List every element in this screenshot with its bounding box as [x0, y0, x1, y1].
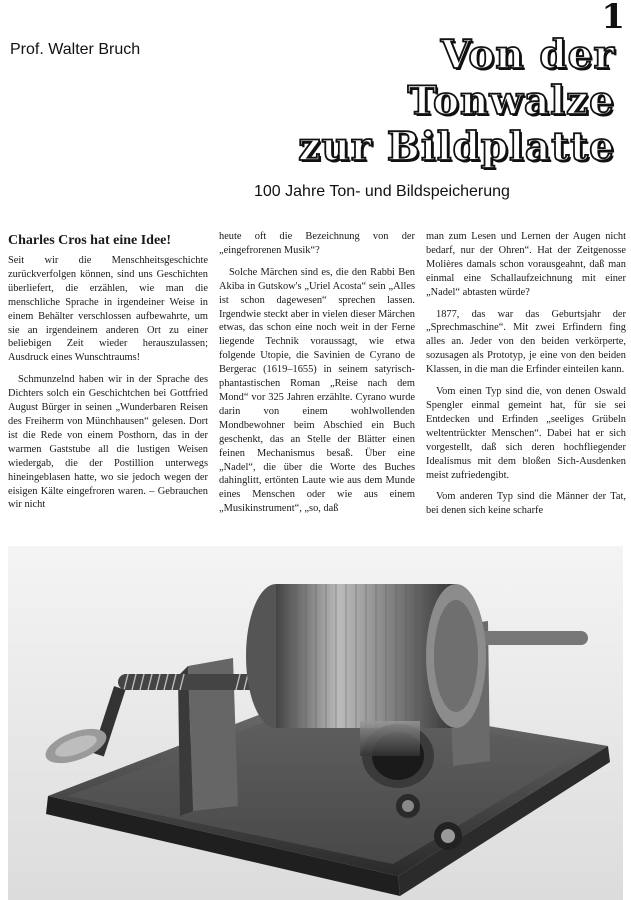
paragraph: Vom anderen Typ sind die Männer der Tat, bei denen sich keine scharfe	[426, 491, 626, 517]
page-number: 1	[601, 0, 625, 37]
paragraph: Vom einen Typ sind die, von denen Oswald Spengler einmal gemeint hat, für sie sei Entdecken und Erfinden „seeliges Grübeln weltentrückter Menschen“. Dabei hat er sich vorgestellt, daß sich deren hochfliegender Idealismus mit dem bloßen Sich-Ausdenken meist zufriedengibt.	[426, 386, 626, 481]
column-2	[219, 230, 415, 524]
subtitle: 100 Jahre Ton- und Bildspeicherung	[254, 183, 510, 200]
author-name: Prof. Walter Bruch	[10, 41, 141, 58]
title-line-3: zur Bildplatte	[298, 124, 615, 170]
paragraph: Solche Märchen sind es, die den Rabbi Ben Akiba in Gutskow's „Uriel Acosta“ sein „Alles ist schon dagewesen“ sprechen lassen. Irgendwie steckt aber in vielen dieser Märchen etwas, das schon eine noch weit in der Ferne liegende Technik voraussagt, wie etwa folgende Utopie, die Savinien de Cyrano de Bergerac (1619–1655) in seinem satyrisch-phantastischen Roman „Reise nach dem Mond“ vor 325 Jahren erzählte. Cyrano wurde darin von einem wohlwollenden Mondbewohner beim Abschied ein Buch geschenkt, das an Stelle der Blätter einen feinen Mechanismus besaß. Über eine „Nadel“, die über die Worte des Buches dahinglitt, ertönten Laute wie aus dem Munde eines Menschen oder wie aus einem „Musikinstrument“, „so, daß	[219, 266, 415, 515]
column-3	[426, 230, 626, 526]
paragraph: Seit wir die Menschheitsgeschichte zurückverfolgen können, sind uns Geschichten überliefert, die erzählen, wie man die menschliche Sprache in irgendeiner Weise in einem Behälter verschlossen aufbewahrte, um sie an irgendeinem anderen Ort zu einer beliebigen Zeit wieder herauszulassen; Ausdruck eines Wunschtraums!	[8, 255, 208, 364]
title-line-2: Tonwalze	[407, 78, 615, 124]
title-line-1: Von der	[440, 32, 615, 78]
phonograph-illustration	[8, 546, 623, 900]
paragraph: heute oft die Bezeichnung von der „eingefrorenen Musik“?	[219, 231, 415, 256]
paragraph: 1877, das war das Geburtsjahr der „Sprechmaschine“. Mit zwei Erfindern fing alles an. Jeder von den beiden verkörperte, sozusagen als Prototyp, je eine von den beiden Klassen, in die man die Erfinder einteilen kann.	[426, 308, 626, 376]
paragraph: Schmunzelnd haben wir in der Sprache des Dichters solch ein Geschichtchen bei Gottfried August Bürger in seinen „Wunderbaren Reisen des Freiherrn von Münchhausen“ gelesen. Dort ist die Rede von einem Posthorn, das in der warmen Gaststube all die lustigen Weisen wiedergab, die der Postillion unterwegs hineingeblasen hatte, wo sie jedoch wegen der eisigen Kälte eingefroren waren. – Gebrauchen wir nicht	[8, 374, 208, 511]
section-heading: Charles Cros hat eine Idee!	[8, 233, 172, 248]
paragraph: man zum Lesen und Lernen der Augen nicht bedarf, nur der Ohren“. Hat der Zeitgenosse Molières damals schon vorausgeahnt, daß man einmal eine Schallaufzeichnung mit einer „Nadel“ abtasten würde?	[426, 231, 626, 298]
phonograph-photo	[8, 546, 623, 900]
column-1	[8, 230, 208, 520]
